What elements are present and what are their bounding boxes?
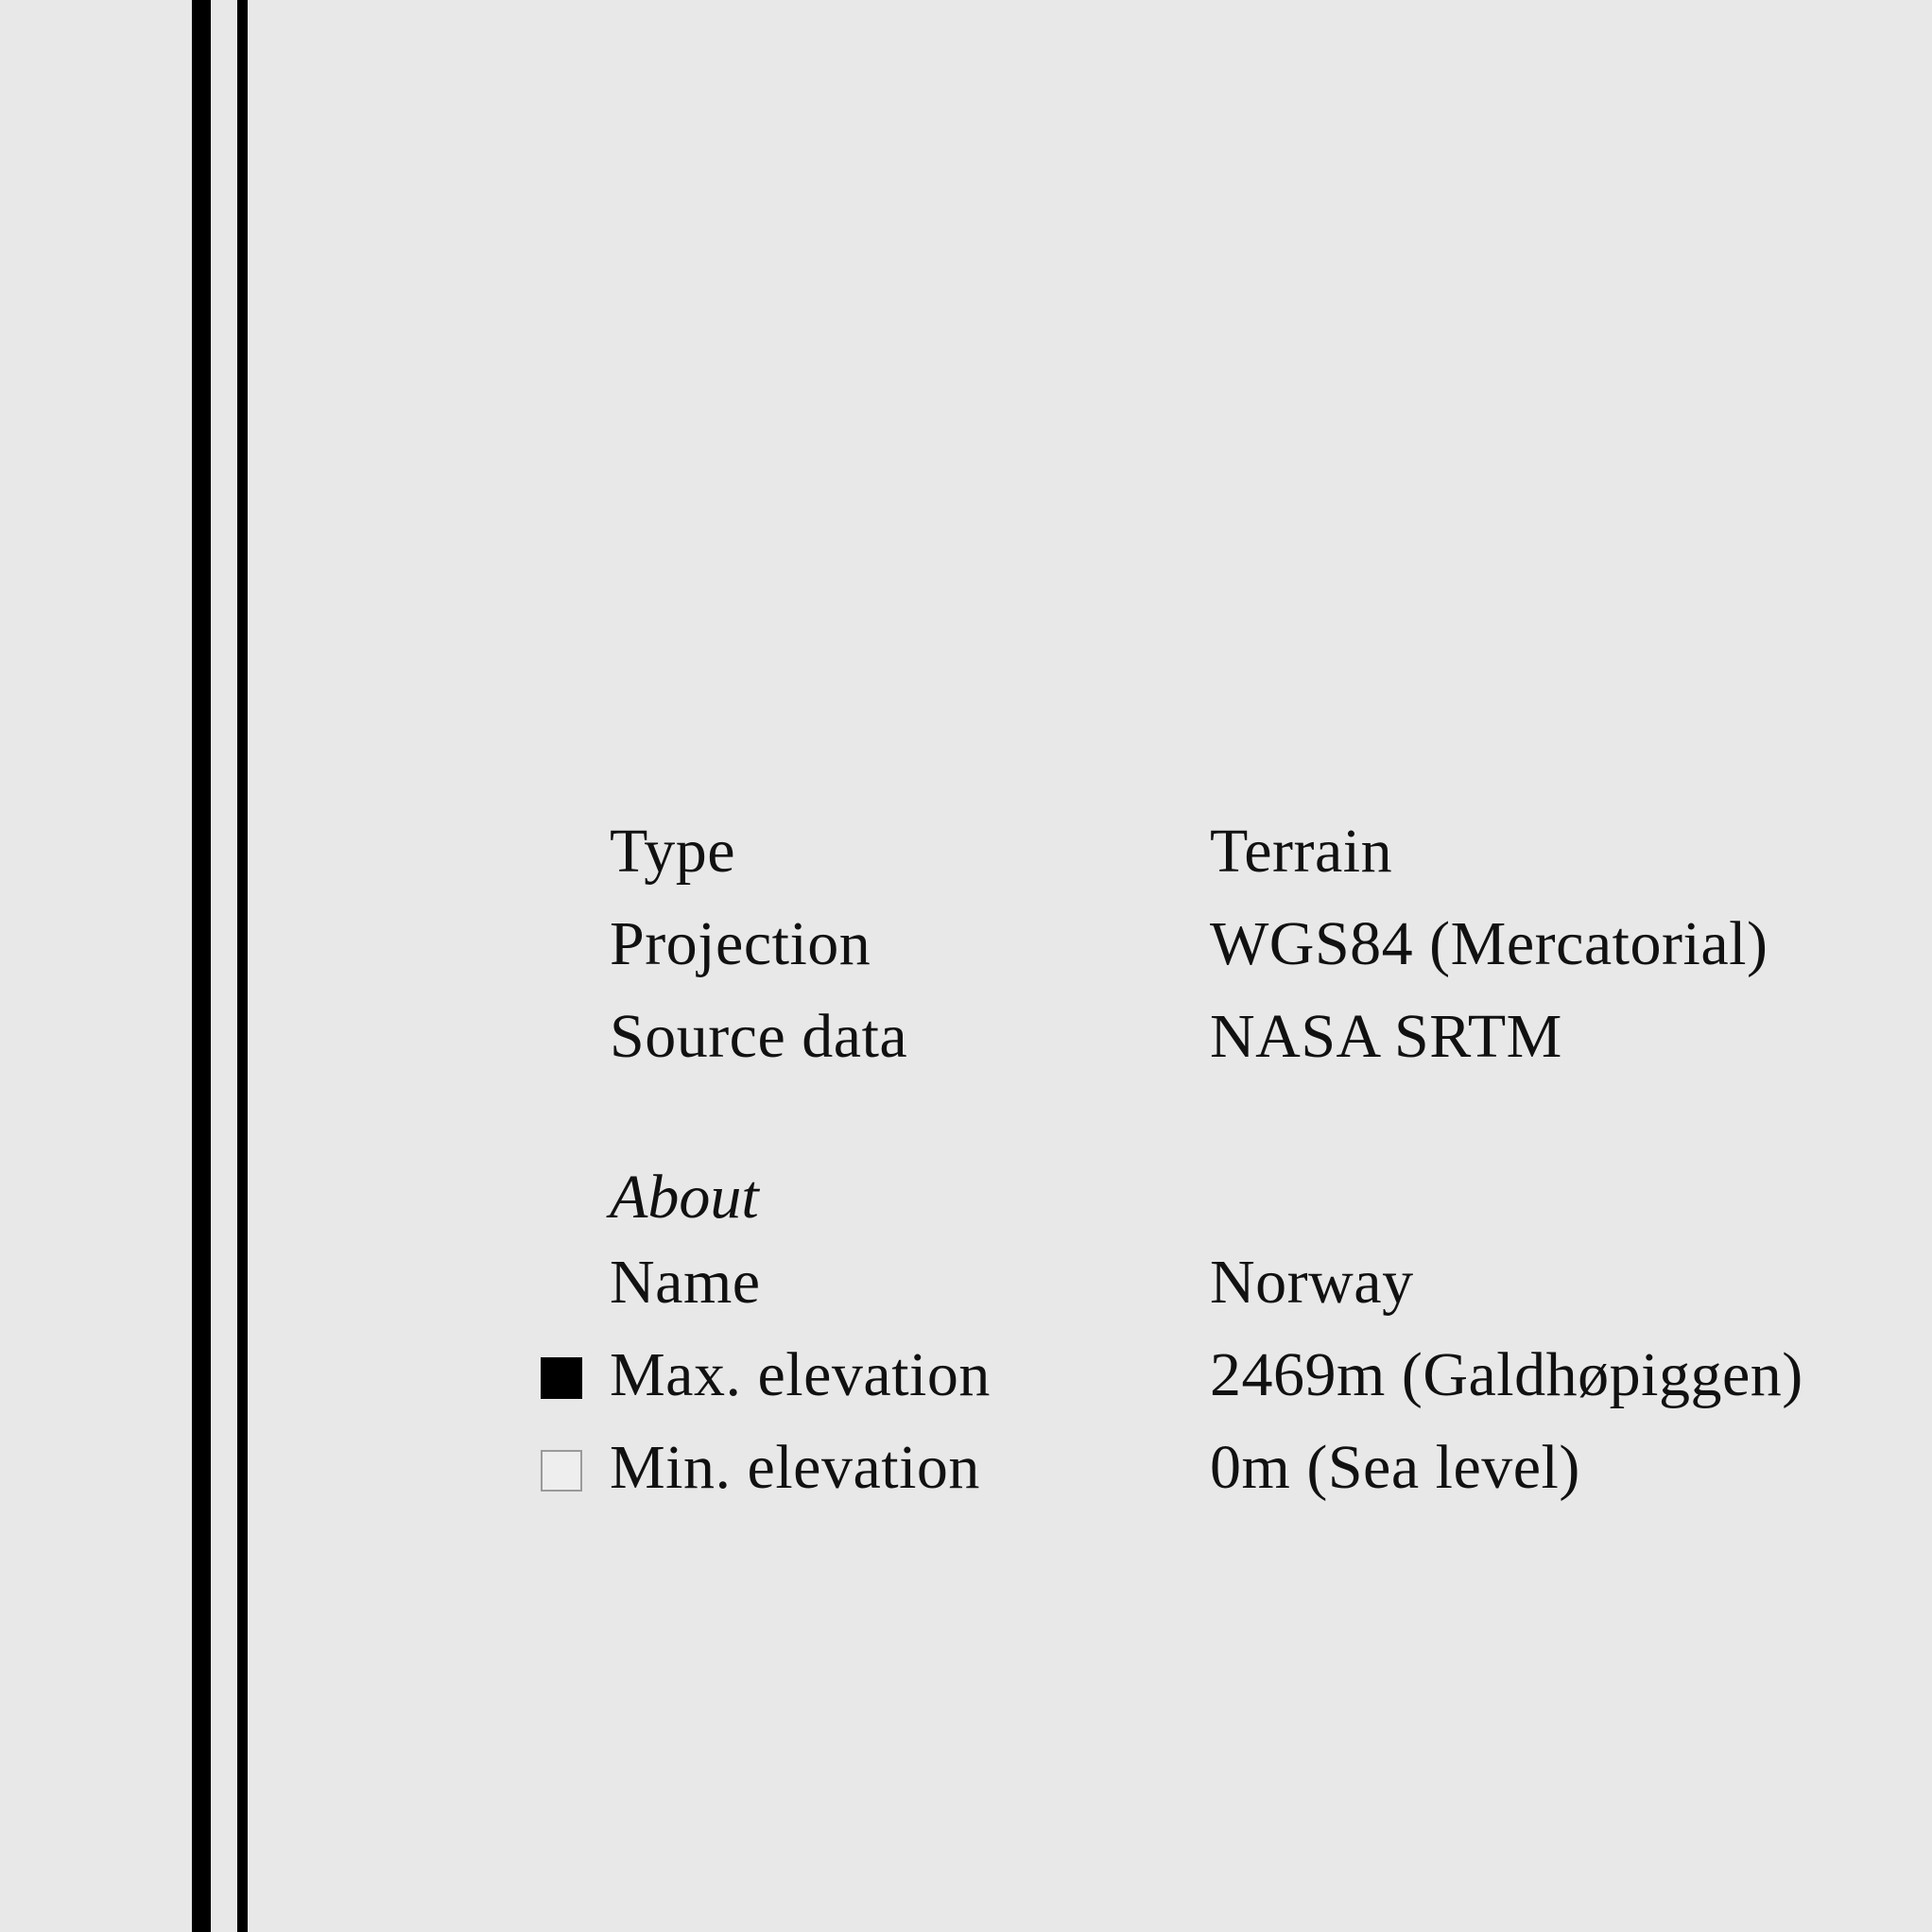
name-row (0, 1236, 1932, 1329)
source-row (0, 991, 1932, 1083)
projection-value: WGS84 (Mercatorial) (1210, 909, 1768, 978)
projection-row (0, 898, 1932, 991)
min-elevation-label: Min. elevation (610, 1433, 980, 1502)
projection-label: Projection (610, 909, 871, 978)
name-value: Norway (1210, 1248, 1414, 1317)
max-elevation-value: 2469m (Galdhøpiggen) (1210, 1340, 1803, 1409)
max-elevation-row (0, 1329, 1932, 1422)
type-value: Terrain (1210, 817, 1393, 886)
min-elevation-swatch (541, 1450, 582, 1492)
about-heading-row (0, 1151, 1932, 1244)
name-label: Name (610, 1248, 761, 1317)
type-label: Type (610, 817, 736, 886)
about-heading: About (610, 1163, 759, 1232)
min-elevation-row (0, 1422, 1932, 1514)
source-value: NASA SRTM (1210, 1002, 1562, 1071)
source-label: Source data (610, 1002, 908, 1071)
max-elevation-swatch (541, 1357, 582, 1399)
max-elevation-label: Max. elevation (610, 1340, 991, 1409)
min-elevation-value: 0m (Sea level) (1210, 1433, 1580, 1502)
type-row (0, 805, 1932, 898)
